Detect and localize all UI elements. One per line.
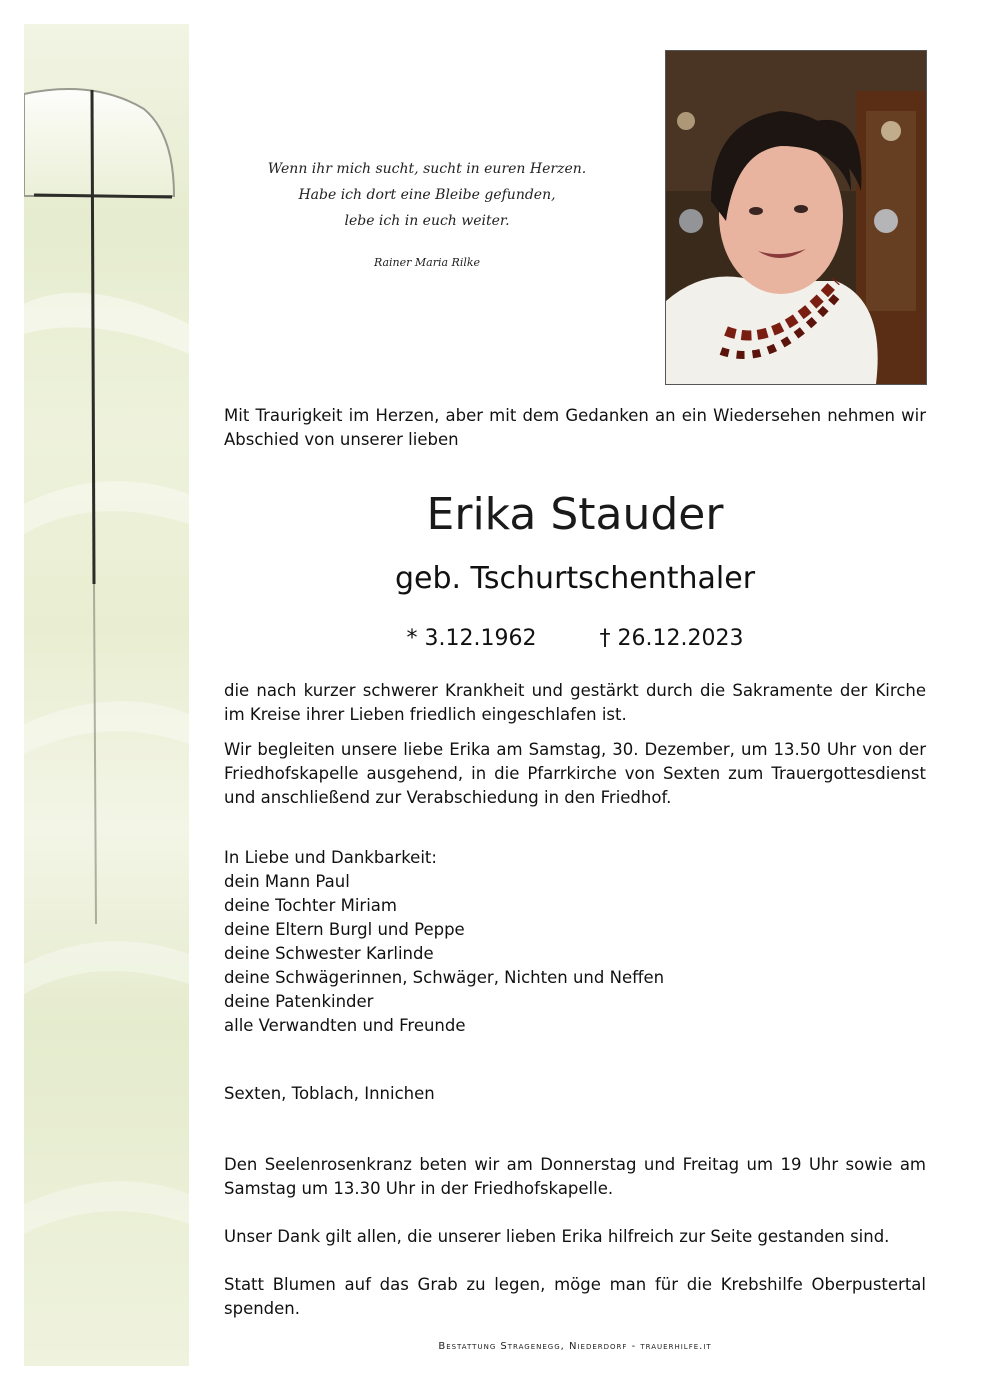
donation-text: [224, 1273, 926, 1321]
thanks-text: [224, 1225, 926, 1249]
paragraph-text: Wir begleiten unsere liebe Erika am Samstag, 30. Dezember, um 13.50 Uhr von der Friedhofskapelle ausgehend, in die Pfarrkirche von Sexten zum Trauergottesdienst und anschließend zur Verabschiedung in den Friedhof.: [224, 740, 926, 807]
mourners-list: [224, 846, 664, 1038]
maiden-name: geb. Tschurtschenthaler: [394, 561, 756, 596]
mourner-item: dein Mann Paul: [224, 872, 350, 891]
cross-icon: [24, 24, 189, 1366]
mourner-item: deine Schwester Karlinde: [224, 944, 434, 963]
mourner-item: alle Verwandten und Freunde: [224, 1016, 466, 1035]
mourner-item: deine Eltern Burgl und Peppe: [224, 920, 465, 939]
quote-line: lebe ich in euch weiter.: [344, 213, 510, 229]
mourner-item: deine Patenkinder: [224, 992, 374, 1011]
mourners-heading: In Liebe und Dankbarkeit:: [224, 848, 437, 867]
paragraph-text: Unser Dank gilt allen, die unserer lieben Erika hilfreich zur Seite gestanden sind.: [224, 1227, 890, 1246]
quote-line: Wenn ihr mich sucht, sucht in euren Herzen.: [267, 161, 587, 177]
places: Sexten, Toblach, Innichen: [224, 1084, 435, 1103]
body-paragraph-1: [224, 679, 926, 727]
cross-decoration-strip: [24, 24, 189, 1366]
mourner-item: deine Tochter Miriam: [224, 896, 397, 915]
paragraph-text: Statt Blumen auf das Grab zu legen, möge man für die Krebshilfe Oberpustertal spenden.: [224, 1275, 926, 1318]
life-dates: [224, 622, 926, 656]
rosary-text: [224, 1153, 926, 1201]
intro-text: [224, 404, 926, 452]
quote-line: Habe ich dort eine Bleibe gefunden,: [298, 187, 556, 203]
birth-date: * 3.12.1962: [406, 626, 537, 651]
footer-credit: Bestattung Stragenegg, Niederdorf - trauerhilfe.it: [438, 1341, 712, 1352]
intro-paragraph: Mit Traurigkeit im Herzen, aber mit dem Gedanken an ein Wiedersehen nehmen wir Abschied von unserer lieben: [224, 406, 926, 449]
paragraph-text: die nach kurzer schwerer Krankheit und gestärkt durch die Sakramente der Kirche im Kreise ihrer Lieben friedlich eingeschlafen ist.: [224, 681, 926, 724]
mourner-item: deine Schwägerinnen, Schwäger, Nichten und Neffen: [224, 968, 665, 987]
body-paragraph-2: [224, 738, 926, 810]
portrait-photo: [665, 50, 927, 385]
deceased-name: Erika Stauder: [426, 489, 724, 540]
paragraph-text: Den Seelenrosenkranz beten wir am Donnerstag und Freitag um 19 Uhr sowie am Samstag um 13.30 Uhr in der Friedhofskapelle.: [224, 1155, 926, 1198]
death-date: † 26.12.2023: [599, 626, 744, 651]
quote-author: Rainer Maria Rilke: [373, 256, 481, 269]
rilke-quote: [230, 156, 624, 276]
